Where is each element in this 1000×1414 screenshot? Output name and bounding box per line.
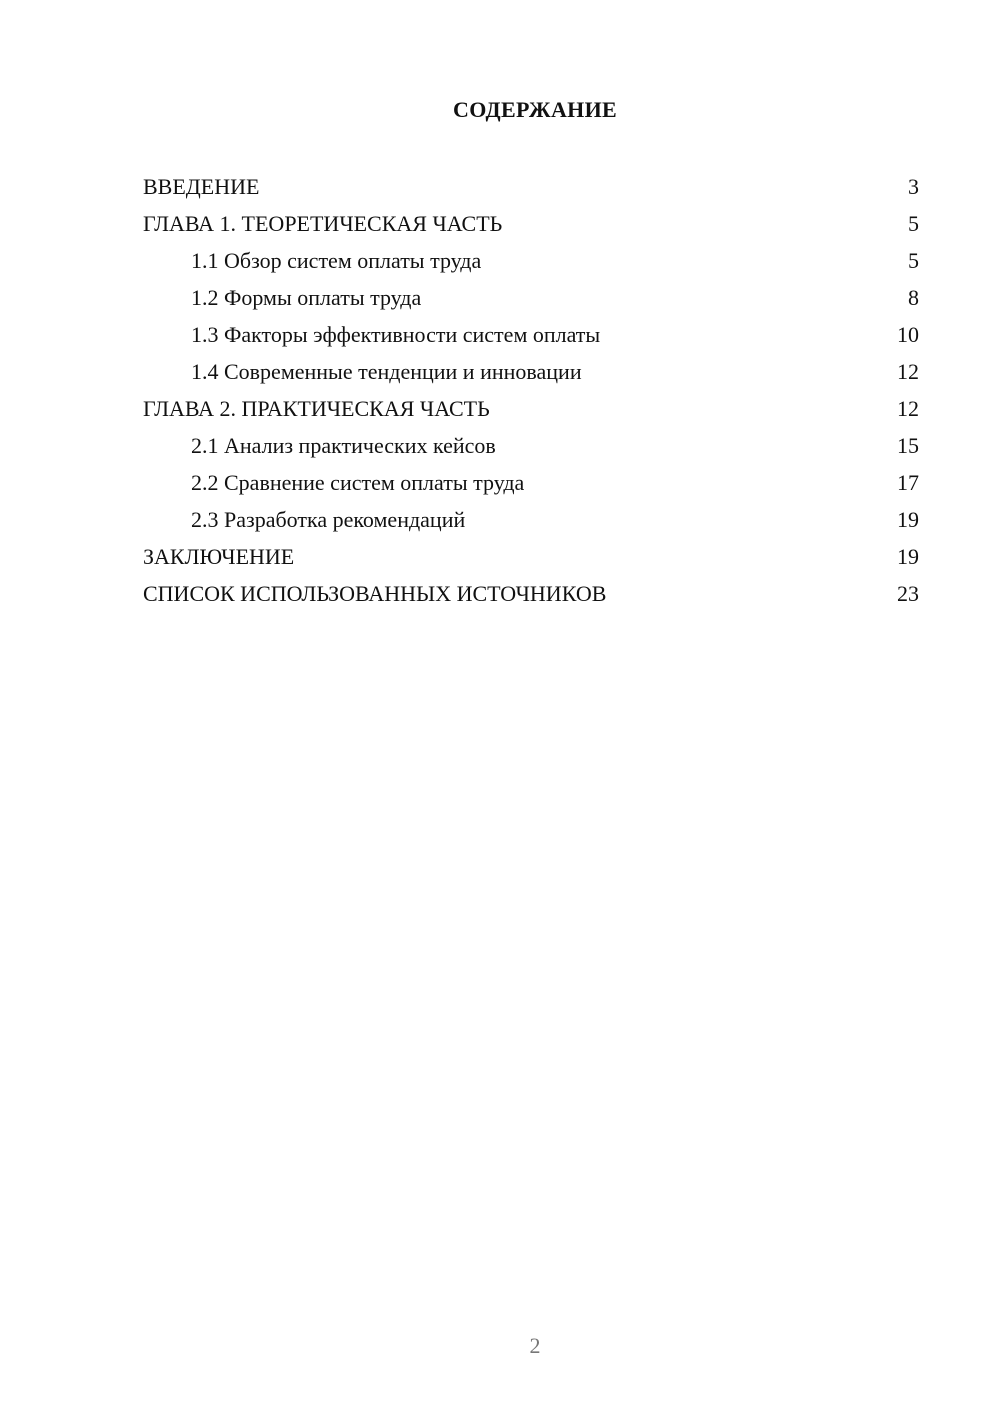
toc-entry-page: 5 (908, 248, 919, 273)
toc-entry-text: 2.3 Разработка рекомендаций (191, 507, 466, 532)
toc-entry[interactable] (143, 427, 919, 464)
toc-entry[interactable] (143, 575, 919, 612)
toc-entry[interactable] (143, 168, 919, 205)
toc-entry[interactable] (143, 353, 919, 390)
toc-entry-page: 15 (897, 433, 919, 458)
toc-entry[interactable] (143, 390, 919, 427)
toc-entry-page: 10 (897, 322, 919, 347)
toc-entry[interactable] (143, 205, 919, 242)
toc-entry-text: ЗАКЛЮЧЕНИЕ (143, 544, 295, 569)
toc-entry-text: 1.2 Формы оплаты труда (191, 285, 422, 310)
toc-entry-text: 1.3 Факторы эффективности систем оплаты (191, 322, 601, 347)
toc-entry-page: 12 (897, 359, 919, 384)
toc-entry-text: СПИСОК ИСПОЛЬЗОВАННЫХ ИСТОЧНИКОВ (143, 581, 607, 606)
table-of-contents (143, 168, 919, 612)
toc-entry[interactable] (143, 316, 919, 353)
toc-entry[interactable] (143, 464, 919, 501)
toc-entry-text: ГЛАВА 2. ПРАКТИЧЕСКАЯ ЧАСТЬ (143, 396, 490, 421)
toc-entry-page: 23 (897, 581, 919, 606)
toc-entry-text: 2.2 Сравнение систем оплаты труда (191, 470, 525, 495)
page-title: СОДЕРЖАНИЕ (453, 97, 617, 122)
toc-entry-page: 8 (908, 285, 919, 310)
toc-entry-text: 1.4 Современные тенденции и инновации (191, 359, 582, 384)
toc-entry-text: 2.1 Анализ практических кейсов (191, 433, 496, 458)
toc-entry-page: 19 (897, 544, 919, 569)
toc-entry-page: 17 (897, 470, 919, 495)
toc-entry-page: 3 (908, 174, 919, 199)
toc-entry-text: ГЛАВА 1. ТЕОРЕТИЧЕСКАЯ ЧАСТЬ (143, 211, 503, 236)
toc-entry-text: ВВЕДЕНИЕ (143, 174, 260, 199)
toc-entry[interactable] (143, 242, 919, 279)
toc-entry[interactable] (143, 279, 919, 316)
toc-entry-page: 12 (897, 396, 919, 421)
toc-entry-page: 19 (897, 507, 919, 532)
page-number: 2 (529, 1333, 541, 1358)
toc-entry-text: 1.1 Обзор систем оплаты труда (191, 248, 482, 273)
toc-entry[interactable] (143, 501, 919, 538)
toc-entry-page: 5 (908, 211, 919, 236)
toc-entry[interactable] (143, 538, 919, 575)
